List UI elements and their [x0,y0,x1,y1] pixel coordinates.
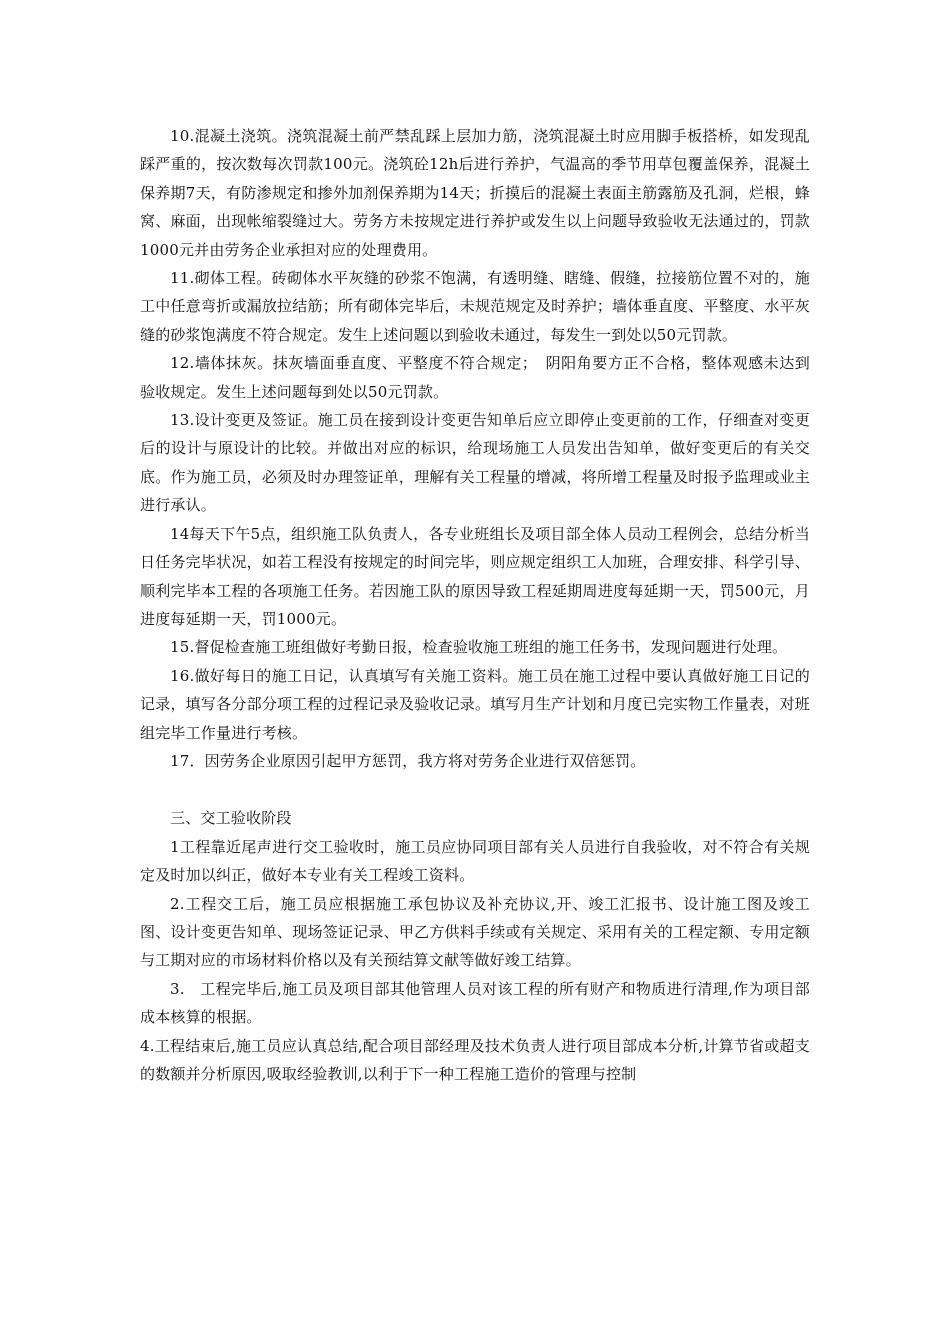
paragraph-10-concrete-pouring: 10.混凝土浇筑。浇筑混凝土前严禁乱踩上层加力筋，浇筑混凝土时应用脚手板搭桥，如发现乱踩严重的，按次数每次罚款100元。浇筑砼12h后进行养护，气温高的季节用草包覆盖保养，混凝土保养期7天，有防渗规定和掺外加剂保养期为14天；折摸后的混凝土表面主筋露筋及孔洞，烂根，蜂窝、麻面，出现帐缩裂缝过大。劳务方未按规定进行养护或发生以上问题导致验收无法通过的，罚款1000元并由劳务企业承担对应的处理费用。 [140,127,810,259]
section-heading: 三、交工验收阶段 [170,809,292,828]
section-paragraph-4: 4.工程结束后,施工员应认真总结,配合项目部经理及技术负责人进行项目部成本分析,计算节省或超支的数额并分析原因,吸取经验教训,以利于下一种工程施工造价的管理与控制 [140,1036,810,1083]
paragraph-15-attendance: 15.督促检查施工班组做好考勤日报，检查验收施工班组的施工任务书，发现问题进行处理。 [170,638,788,657]
paragraph-17-penalty: 17．因劳务企业原因引起甲方惩罚，我方将对劳务企业进行双倍惩罚。 [170,751,646,770]
paragraph-14-daily-meeting: 14每天下午5点，组织施工队负责人，各专业班组长及项目部全体人员动工程例会，总结分析当日任务完毕状况，如若工程没有按规定的时间完毕，则应规定组织工人加班，合理安排、科学引导、顺利完毕本工程的各项施工任务。若因施工队的原因导致工程延期周进度每延期一天，罚500元，月进度每延期一天，罚1000元。 [140,524,810,628]
paragraph-13-design-change: 13.设计变更及签证。施工员在接到设计变更告知单后应立即停止变更前的工作，仔细查对变更后的设计与原设计的比较。并做出对应的标识，给现场施工人员发出告知单，做好变更后的有关交底。作为施工员，必须及时办理签证单，理解有关工程量的增减，将所增工程量及时报予监理或业主进行承认。 [140,411,810,515]
section-paragraph-1: 1工程靠近尾声进行交工验收时，施工员应协同项目部有关人员进行自我验收，对不符合有关规定及时加以纠正，做好本专业有关工程竣工资料。 [140,837,810,885]
section-paragraph-3: 3. 工程完毕后,施工员及项目部其他管理人员对该工程的所有财产和物质进行清理,作为项目部成本核算的根据。 [140,979,810,1027]
paragraph-12-wall-plastering: 12.墙体抹灰。抹灰墙面垂直度、平整度不符合规定； 阴阳角要方正不合格，整体观感未达到验收规定。发生上述问题每到处以50元罚款。 [140,354,810,401]
document-body [140,122,810,1088]
paragraph-11-masonry: 11.砌体工程。砖砌体水平灰缝的砂浆不饱满，有透明缝、瞎缝、假缝，拉接筋位置不对的，施工中任意弯折或漏放拉结筋；所有砌体完毕后，未规范规定及时养护；墙体垂直度、平整度、水平灰缝的砂浆饱满度不符合规定。发生上述问题以到验收未通过，每发生一到处以50元罚款。 [140,269,810,344]
section-paragraph-2: 2.工程交工后，施工员应根据施工承包协议及补充协议,开、竣工汇报书、设计施工图及竣工图、设计变更告知单、现场签证记录、甲乙方供料手续或有关规定、采用有关的工程定额、专用定额与工期对应的市场材料价格以及有关预结算文献等做好竣工结算。 [140,894,810,970]
paragraph-16-construction-log: 16.做好每日的施工日记，认真填写有关施工资料。施工员在施工过程中要认真做好施工日记的记录，填写各分部分项工程的过程记录及验收记录。填写月生产计划和月度已完实物工作量表，对班组完毕工作量进行考核。 [140,666,810,742]
